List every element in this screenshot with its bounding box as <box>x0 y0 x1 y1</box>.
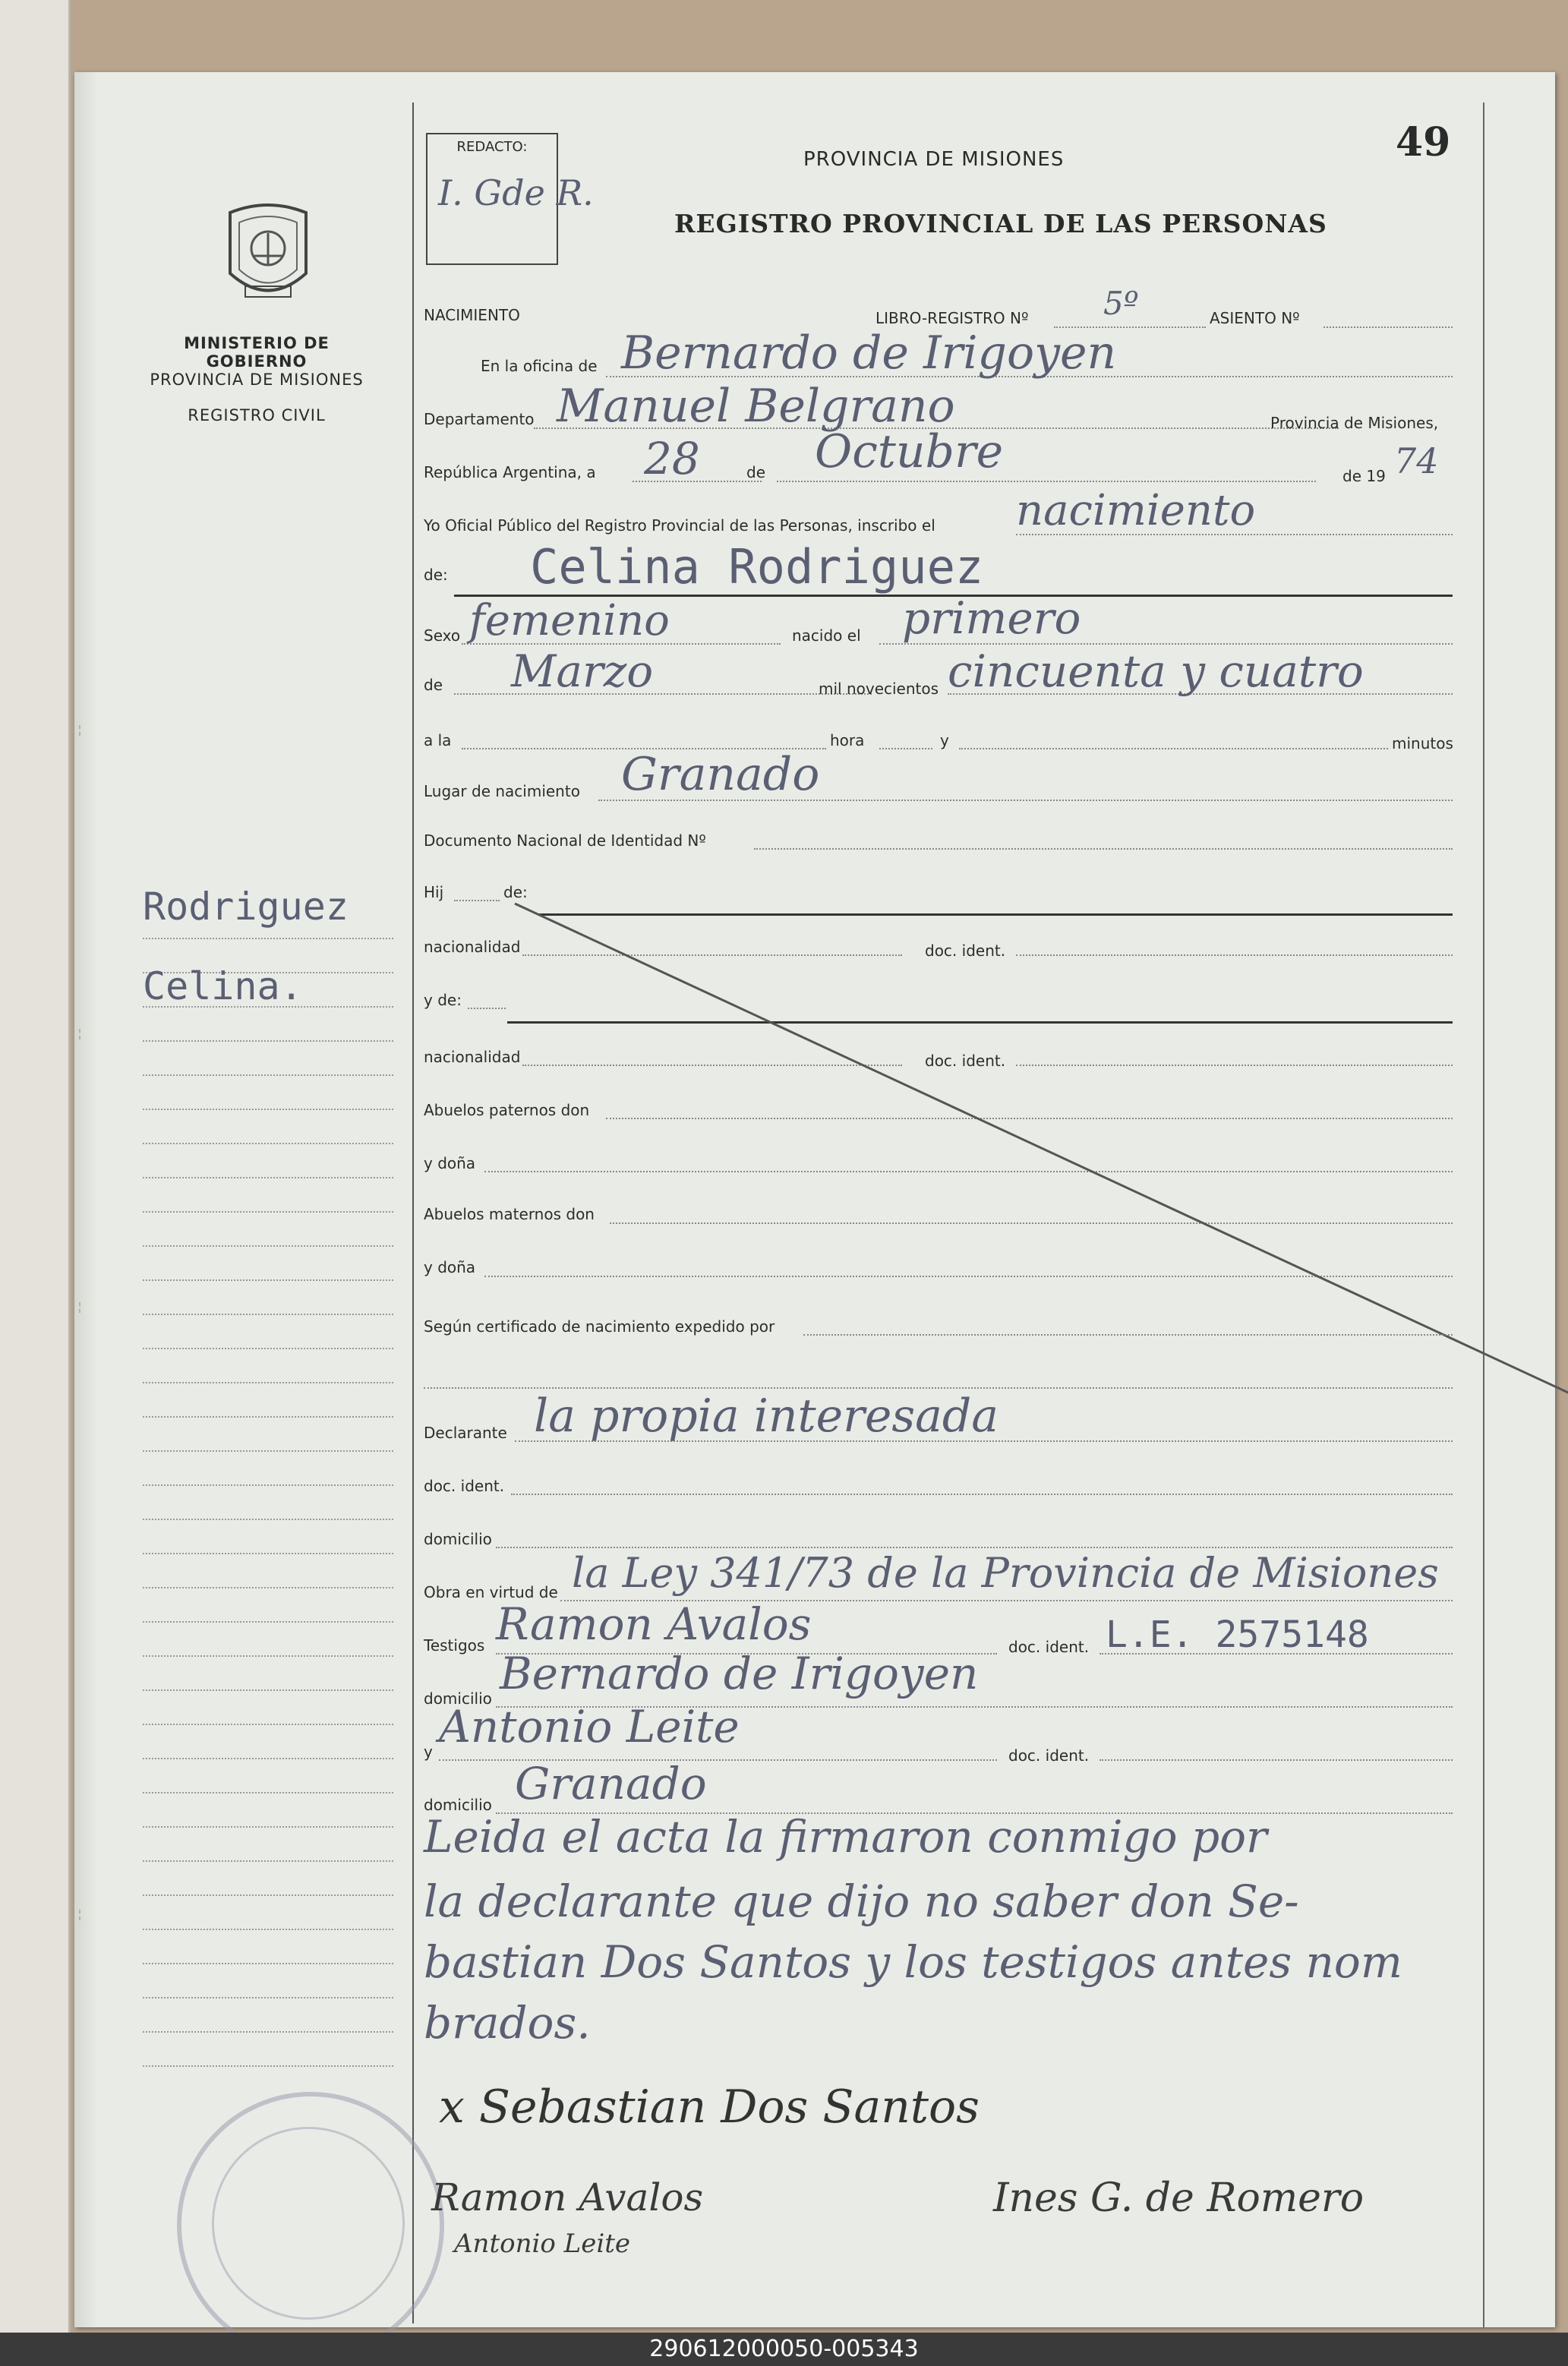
domicilio-label: domicilio <box>424 1530 492 1548</box>
dni-label: Documento Nacional de Identidad Nº <box>424 831 706 850</box>
domicilio2-label: domicilio <box>424 1689 492 1708</box>
nacimiento-label: NACIMIENTO <box>424 306 520 324</box>
domicilio3-label: domicilio <box>424 1796 492 1814</box>
hora-label: hora <box>830 731 865 749</box>
doc-ident3-line <box>511 1494 1453 1495</box>
obra-label: Obra en virtud de <box>424 1583 558 1601</box>
lugar-value: Granado <box>621 748 820 801</box>
coat-of-arms-icon <box>222 201 314 308</box>
nacionalidad2-label: nacionalidad <box>424 1048 521 1066</box>
segun-line <box>803 1334 1453 1336</box>
mes-nac-value: Marzo <box>511 645 654 697</box>
testigo2-doc-line <box>1099 1759 1453 1761</box>
departamento-value: Manuel Belgrano <box>557 380 955 433</box>
binding <box>74 72 97 2327</box>
redacto-label: REDACTO: <box>456 139 528 155</box>
stitch <box>79 1029 88 1039</box>
ala-label: a la <box>424 731 452 749</box>
obra-value: la Ley 341/73 de la Provincia de Misiones <box>572 1549 1439 1597</box>
libro-label: LIBRO-REGISTRO Nº <box>875 309 1029 327</box>
doc-ident2-label: doc. ident. <box>925 1052 1006 1070</box>
anio-nac-value: cincuenta y cuatro <box>948 645 1364 697</box>
margin-divider <box>412 103 414 2323</box>
register-page <box>74 72 1555 2327</box>
dni-line <box>754 848 1453 850</box>
mil-label: mil novecientos <box>819 680 939 698</box>
official-stamp <box>177 2092 444 2359</box>
sexo-value: femenino <box>469 596 670 645</box>
y-label: y <box>940 731 949 749</box>
provincia-title: PROVINCIA DE MISIONES <box>803 148 1065 171</box>
hora2-line <box>879 748 932 749</box>
declarante-label: Declarante <box>424 1424 507 1442</box>
provincia-label: PROVINCIA DE MISIONES <box>150 371 364 389</box>
y2-label: y <box>424 1743 433 1761</box>
departamento-label: Departamento <box>424 410 535 428</box>
lugar-label: Lugar de nacimiento <box>424 782 580 800</box>
de-mes-label: de <box>424 676 443 694</box>
de-nombre-label: de: <box>424 566 448 584</box>
left-page-edge <box>0 0 71 2339</box>
stitch <box>79 1910 88 1920</box>
registro-title: REGISTRO PROVINCIAL DE LAS PERSONAS <box>674 209 1327 238</box>
inscribo-value: nacimiento <box>1016 486 1256 535</box>
stitch <box>79 725 88 736</box>
leida-line-1: Leida el acta la firmaron conmigo por <box>424 1811 1267 1863</box>
leida-line-4: brados. <box>424 1997 591 2049</box>
declarante-value: la propia interesada <box>534 1390 999 1443</box>
cancellation-line <box>424 900 1568 1431</box>
stitch <box>79 1302 88 1313</box>
doc-ident3-label: doc. ident. <box>424 1477 505 1495</box>
domicilio-line <box>496 1547 1453 1548</box>
sexo-label: Sexo <box>424 626 461 645</box>
page-number: 49 <box>1396 119 1451 166</box>
nacido-label: nacido el <box>792 626 861 645</box>
mes-line <box>777 481 1316 482</box>
oficina-label: En la oficina de <box>481 357 598 375</box>
minutos-label: minutos <box>1392 734 1453 752</box>
minutos-line <box>959 748 1388 749</box>
signature-dos-santos: x Sebastian Dos Santos <box>439 2081 980 2134</box>
dia-value: 28 <box>644 433 700 484</box>
doc-ident4-label: doc. ident. <box>1008 1638 1090 1656</box>
margin-surname: Rodriguez <box>143 885 349 929</box>
signature-leite: Antonio Leite <box>454 2229 630 2259</box>
oficina-value: Bernardo de Irigoyen <box>621 327 1117 380</box>
nacionalidad-label: nacionalidad <box>424 938 521 956</box>
yo-oficial-label: Yo Oficial Público del Registro Provincial de las Personas, inscribo el <box>424 516 935 535</box>
redacto-box <box>426 133 594 265</box>
asiento-line <box>1323 327 1453 328</box>
leida-line-3: bastian Dos Santos y los testigos antes nom <box>424 1936 1402 1988</box>
testigos-label: Testigos <box>424 1636 485 1655</box>
republica-label: República Argentina, a <box>424 463 596 481</box>
libro-value: 5º <box>1103 285 1139 322</box>
signature-avalos: Ramon Avalos <box>431 2175 704 2219</box>
nombre-value: Celina Rodriguez <box>530 539 984 595</box>
doc-ident-label: doc. ident. <box>925 942 1006 960</box>
de19-label: de 19 <box>1342 467 1386 485</box>
signature-oficial: Ines G. de Romero <box>993 2175 1365 2221</box>
nacido-value: primero <box>902 592 1081 644</box>
doc-ident5-label: doc. ident. <box>1008 1746 1090 1765</box>
leida-line-2: la declarante que dijo no saber don Se- <box>424 1875 1299 1927</box>
y-dona1-label: y doña <box>424 1154 476 1172</box>
domicilio3-value: Granado <box>515 1758 707 1809</box>
registro-civil-label: REGISTRO CIVIL <box>188 406 326 424</box>
provincia-misiones-label: Provincia de Misiones, <box>1270 414 1439 432</box>
y-de-label: y de: <box>424 991 462 1009</box>
mes-value: Octubre <box>815 425 1004 478</box>
y-dona2-label: y doña <box>424 1258 476 1276</box>
testigo1-doc-value: L.E. 2575148 <box>1106 1614 1369 1656</box>
abuelos-maternos-label: Abuelos maternos don <box>424 1205 595 1223</box>
testigo2-value: Antonio Leite <box>439 1701 740 1752</box>
redacto-value: I. Gde R. <box>438 172 594 213</box>
anio-value: 74 <box>1394 440 1439 481</box>
image-id-footer: 290612000050-005343 <box>0 2333 1568 2366</box>
asiento-label: ASIENTO Nº <box>1210 309 1300 327</box>
domicilio2-value: Bernardo de Irigoyen <box>500 1648 979 1699</box>
segun2-line <box>424 1387 1453 1389</box>
ministerio-label: MINISTERIO DE GOBIERNO <box>184 334 330 371</box>
abuelos-paternos-label: Abuelos paternos don <box>424 1101 590 1119</box>
testigo1-value: Ramon Avalos <box>496 1598 812 1650</box>
de-label: de <box>746 463 765 481</box>
segun-label: Según certificado de nacimiento expedido por <box>424 1317 775 1336</box>
hij-label: Hij <box>424 883 444 901</box>
hij-de-label: de: <box>503 883 528 901</box>
margin-firstname: Celina. <box>143 964 303 1008</box>
